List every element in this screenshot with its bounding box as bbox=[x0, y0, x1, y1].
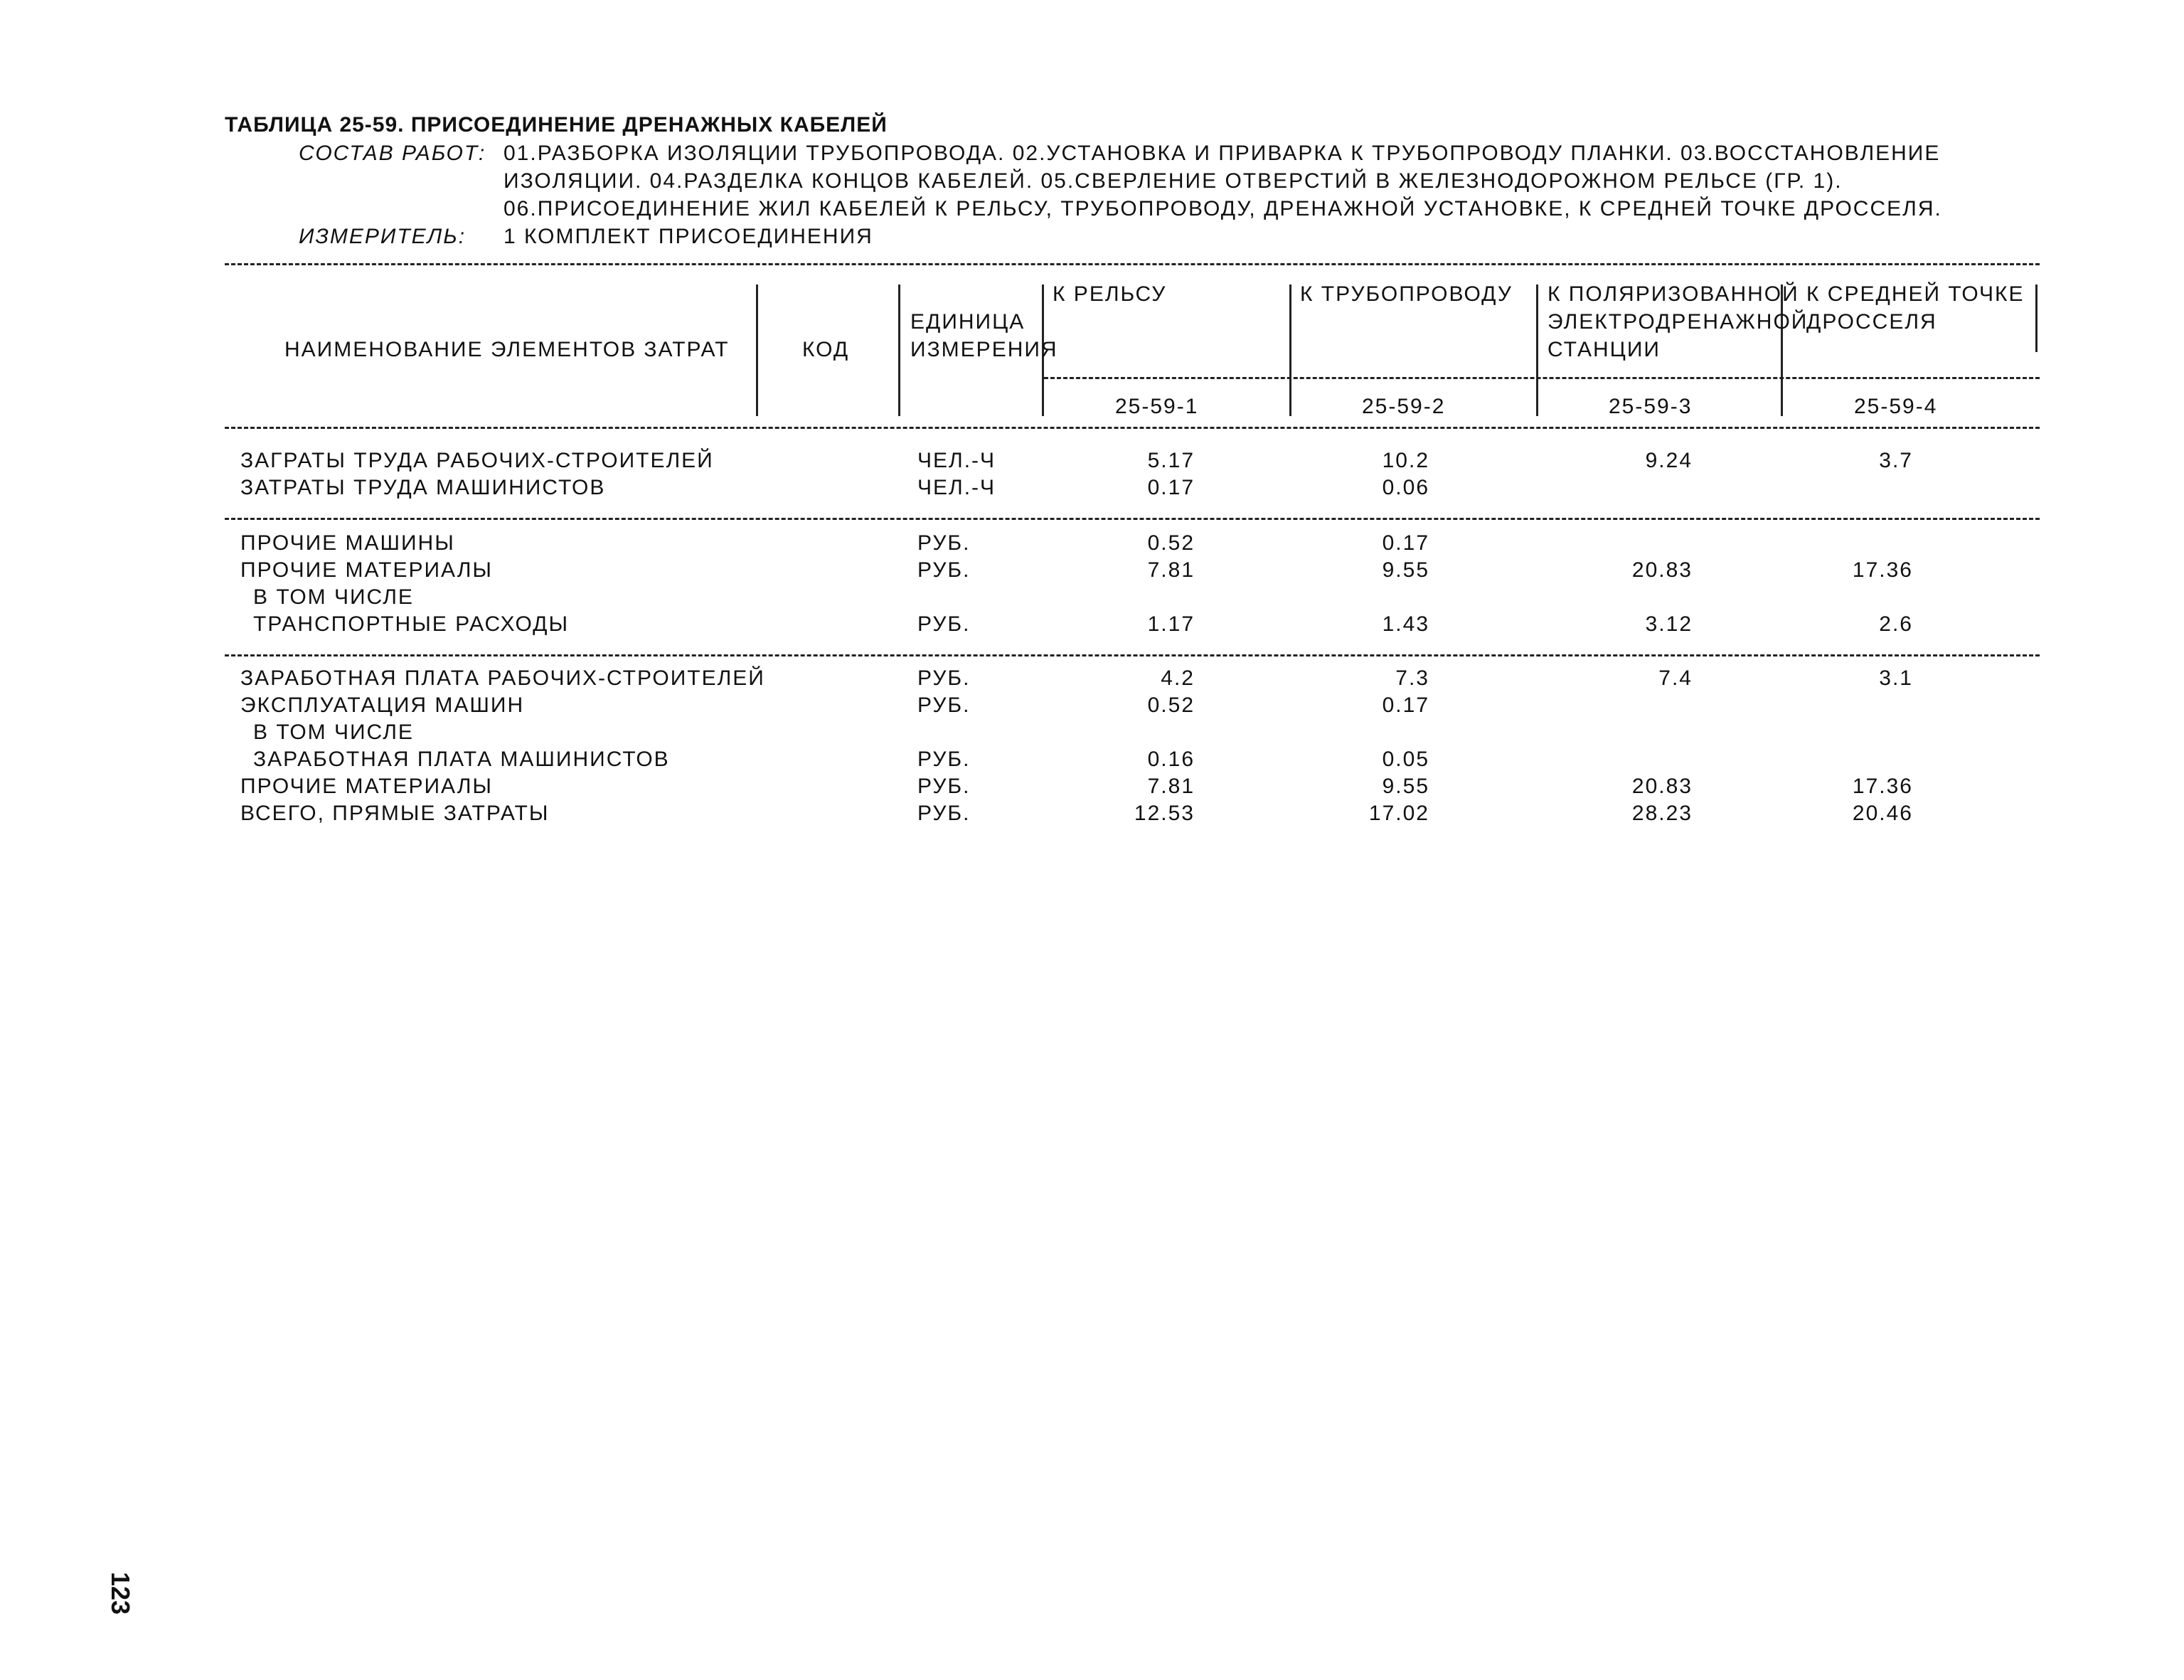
row-value: 17.36 bbox=[1852, 775, 1913, 798]
header-col-choke: К СРЕДНЕЙ ТОЧКЕ bbox=[1806, 282, 2025, 306]
row-name: ВСЕГО, ПРЯМЫЕ ЗАТРАТЫ bbox=[240, 802, 550, 825]
row-unit: РУБ. bbox=[917, 775, 971, 798]
header-col-polarized: ЭЛЕКТРОДРЕНАЖНОЙ bbox=[1548, 310, 1809, 334]
row-value: 9.55 bbox=[1382, 775, 1429, 798]
row-value: 0.52 bbox=[1147, 531, 1195, 555]
header-name-column: НАИМЕНОВАНИЕ ЭЛЕМЕНТОВ ЗАТРАТ bbox=[284, 338, 730, 361]
row-value: 5.17 bbox=[1147, 449, 1195, 472]
row-unit: РУБ. bbox=[917, 802, 971, 825]
row-value: 3.12 bbox=[1645, 612, 1693, 636]
header-unit-column: ЕДИНИЦА bbox=[910, 310, 1026, 334]
row-value: 9.55 bbox=[1382, 558, 1429, 582]
row-value: 10.2 bbox=[1382, 449, 1429, 472]
row-unit: РУБ. bbox=[917, 531, 971, 555]
row-value: 0.17 bbox=[1382, 693, 1429, 717]
row-unit: РУБ. bbox=[917, 612, 971, 636]
row-unit: РУБ. bbox=[917, 693, 971, 717]
row-value: 17.02 bbox=[1368, 802, 1429, 825]
header-unit-column: ИЗМЕРЕНИЯ bbox=[910, 338, 1058, 361]
row-value: 1.43 bbox=[1382, 612, 1429, 636]
column-separator bbox=[1536, 285, 1538, 416]
row-value: 20.83 bbox=[1631, 558, 1693, 582]
row-unit: ЧЕЛ.-Ч bbox=[917, 476, 996, 499]
work-composition-line: 01.РАЗБОРКА ИЗОЛЯЦИИ ТРУБОПРОВОДА. 02.УСТАНОВКА И ПРИВАРКА К ТРУБОПРОВОДУ ПЛАНКИ. 03.ВОССТАНОВЛЕНИЕ bbox=[504, 142, 1941, 165]
header-col-choke: ДРОССЕЛЯ bbox=[1806, 310, 1937, 334]
row-value: 0.06 bbox=[1382, 476, 1429, 499]
work-composition-label: СОСТАВ РАБОТ: bbox=[299, 142, 486, 165]
column-code: 25-59-4 bbox=[1854, 395, 1938, 418]
row-value: 7.3 bbox=[1395, 666, 1429, 690]
column-separator bbox=[756, 285, 758, 416]
table-title: ТАБЛИЦА 25-59. ПРИСОЕДИНЕНИЕ ДРЕНАЖНЫХ КАБЕЛЕЙ bbox=[225, 113, 888, 137]
row-value: 4.2 bbox=[1161, 666, 1195, 690]
column-separator bbox=[898, 285, 900, 416]
group-separator bbox=[225, 654, 2040, 656]
row-name: ЗАГРАТЫ ТРУДА РАБОЧИХ-СТРОИТЕЛЕЙ bbox=[240, 449, 714, 472]
row-value: 9.24 bbox=[1645, 449, 1693, 472]
row-value: 12.53 bbox=[1134, 802, 1195, 825]
column-code: 25-59-2 bbox=[1362, 395, 1446, 418]
header-col-polarized: СТАНЦИИ bbox=[1548, 338, 1661, 361]
header-code-column: КОД bbox=[802, 338, 850, 361]
row-value: 7.81 bbox=[1147, 558, 1195, 582]
row-value: 28.23 bbox=[1631, 802, 1693, 825]
row-value: 7.4 bbox=[1658, 666, 1693, 690]
row-value: 17.36 bbox=[1852, 558, 1913, 582]
row-name: ТРАНСПОРТНЫЕ РАСХОДЫ bbox=[253, 612, 570, 636]
group-separator bbox=[225, 518, 2040, 520]
row-name: В ТОМ ЧИСЛЕ bbox=[253, 585, 414, 609]
work-composition-line: ИЗОЛЯЦИИ. 04.РАЗДЕЛКА КОНЦОВ КАБЕЛЕЙ. 05.СВЕРЛЕНИЕ ОТВЕРСТИЙ В ЖЕЛЕЗНОДОРОЖНОМ РЕЛЬСЕ (ГР. 1). bbox=[504, 169, 1843, 193]
column-separator bbox=[1289, 285, 1291, 416]
work-composition-line: 06.ПРИСОЕДИНЕНИЕ ЖИЛ КАБЕЛЕЙ К РЕЛЬСУ, ТРУБОПРОВОДУ, ДРЕНАЖНОЙ УСТАНОВКЕ, К СРЕДНЕЙ ТОЧКЕ ДРОССЕЛЯ. bbox=[504, 197, 1942, 220]
row-value: 0.16 bbox=[1147, 748, 1195, 771]
meter-value: 1 КОМПЛЕКТ ПРИСОЕДИНЕНИЯ bbox=[504, 225, 873, 248]
header-mid-rule bbox=[1044, 377, 2040, 379]
row-value: 0.05 bbox=[1382, 748, 1429, 771]
row-value: 20.83 bbox=[1631, 775, 1693, 798]
column-separator bbox=[2035, 285, 2037, 352]
header-col-rail: К РЕЛЬСУ bbox=[1053, 282, 1167, 306]
column-code: 25-59-1 bbox=[1115, 395, 1199, 418]
row-unit: РУБ. bbox=[917, 748, 971, 771]
row-unit: РУБ. bbox=[917, 558, 971, 582]
row-name: ПРОЧИЕ МАШИНЫ bbox=[240, 531, 455, 555]
header-bottom-rule bbox=[225, 427, 2040, 429]
row-name: ЗАТРАТЫ ТРУДА МАШИНИСТОВ bbox=[240, 476, 606, 499]
row-name: ПРОЧИЕ МАТЕРИАЛЫ bbox=[240, 558, 493, 582]
header-top-rule bbox=[225, 263, 2040, 265]
row-value: 20.46 bbox=[1852, 802, 1913, 825]
row-value: 0.17 bbox=[1147, 476, 1195, 499]
row-value: 7.81 bbox=[1147, 775, 1195, 798]
row-value: 1.17 bbox=[1147, 612, 1195, 636]
row-name: ПРОЧИЕ МАТЕРИАЛЫ bbox=[240, 775, 493, 798]
row-name: В ТОМ ЧИСЛЕ bbox=[253, 721, 414, 744]
column-code: 25-59-3 bbox=[1609, 395, 1693, 418]
row-unit: ЧЕЛ.-Ч bbox=[917, 449, 996, 472]
row-value: 0.17 bbox=[1382, 531, 1429, 555]
header-col-pipeline: К ТРУБОПРОВОДУ bbox=[1300, 282, 1513, 306]
header-col-polarized: К ПОЛЯРИЗОВАННОЙ bbox=[1548, 282, 1799, 306]
row-unit: РУБ. bbox=[917, 666, 971, 690]
page-number: 123 bbox=[106, 1572, 135, 1615]
row-name: ЭКСПЛУАТАЦИЯ МАШИН bbox=[240, 693, 525, 717]
row-name: ЗАРАБОТНАЯ ПЛАТА МАШИНИСТОВ bbox=[253, 748, 670, 771]
row-value: 3.1 bbox=[1879, 666, 1913, 690]
row-value: 0.52 bbox=[1147, 693, 1195, 717]
row-value: 3.7 bbox=[1879, 449, 1913, 472]
row-value: 2.6 bbox=[1879, 612, 1913, 636]
row-name: ЗАРАБОТНАЯ ПЛАТА РАБОЧИХ-СТРОИТЕЛЕЙ bbox=[240, 666, 765, 690]
meter-label: ИЗМЕРИТЕЛЬ: bbox=[299, 225, 467, 248]
